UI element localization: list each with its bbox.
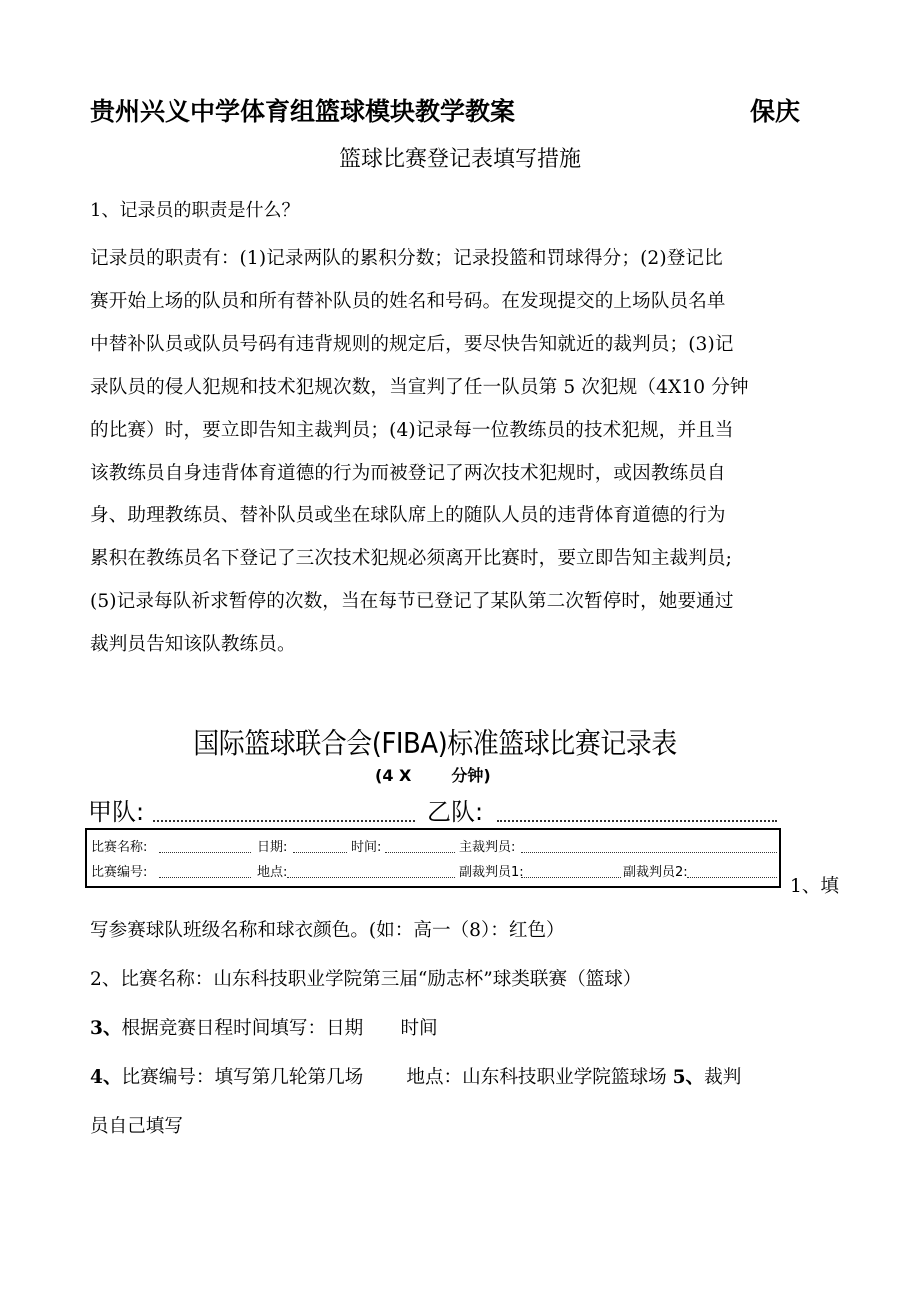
item-5-text-end: 员自己填写 (90, 1116, 183, 1137)
team-a-field (153, 820, 415, 822)
paragraph-line: 记录员的职责有：(1)记录两队的累积分数；记录投篮和罚球得分；(2)登记比 (90, 248, 723, 269)
time-field (385, 852, 455, 853)
team-b-field (497, 820, 777, 822)
match-no-label: 比赛编号: (91, 865, 148, 880)
item-4-number: 4、 (90, 1067, 122, 1088)
umpire2-field (687, 877, 777, 878)
score-sheet-title: 国际篮球联合会(FIBA)标准篮球比赛记录表 (193, 727, 677, 761)
match-name-field (159, 852, 251, 853)
umpire2-label: 副裁判员2: (623, 865, 688, 880)
item-4-text: 比赛编号：填写第几轮第几场 地点：山东科技职业学院篮球场 (121, 1067, 673, 1088)
paragraph-line: 的比赛）时，要立即告知主裁判员；(4)记录每一位教练员的技术犯规，并且当 (90, 419, 734, 441)
date-label: 日期: (257, 840, 288, 855)
match-info-box (85, 828, 781, 888)
item-2-text: 2、比赛名称：山东科技职业学院第三届“励志杯”球类联赛（篮球） (90, 969, 642, 990)
paragraph-line: 裁判员告知该队教练员。 (90, 634, 296, 656)
venue-label: 地点: (257, 865, 288, 880)
item-5-text-start: 裁判 (704, 1067, 742, 1088)
time-label: 时间: (351, 840, 382, 855)
team-b-label: 乙队: (427, 798, 484, 826)
score-sheet-subtitle (375, 763, 491, 786)
paragraph-line: (5)记录每队祈求暂停的次数，当在每节已登记了某队第二次暂停时，她要通过 (90, 591, 734, 613)
match-name-label: 比赛名称: (91, 840, 148, 855)
team-a-label: 甲队: (88, 798, 145, 826)
section-title: 篮球比赛登记表填写措施 (338, 147, 581, 172)
question-heading: 1、记录员的职责是什么？ (90, 200, 300, 221)
paragraph-line: 累积在教练员名下登记了三次技术犯规必须离开比赛时，要立即告知主裁判员; (90, 548, 732, 570)
author-name: 保庆 (749, 97, 800, 126)
item-4 (90, 1055, 835, 1101)
umpire1-label: 副裁判员1: (459, 865, 524, 880)
paragraph-line: 中替补队员或队员号码有违背规则的规定后，要尽快告知就近的裁判员；(3)记 (90, 333, 734, 355)
team-row (85, 790, 780, 826)
chief-referee-label: 主裁判员: (459, 840, 516, 855)
item-5-number: 5、 (672, 1067, 705, 1088)
subtitle-left: (4 X (375, 766, 412, 785)
item-3 (90, 1006, 835, 1052)
match-no-field (159, 877, 251, 878)
paragraph-line: 赛开始上场的队员和所有替补队员的姓名和号码。在发现提交的上场队员名单 (90, 290, 726, 312)
item-3-number: 3、 (90, 1018, 122, 1039)
umpire1-field (521, 877, 621, 878)
document-title: 贵州兴义中学体育组篮球模块教学教案 (90, 97, 516, 126)
paragraph-line: 该教练员自身违背体育道德的行为而被登记了两次技术犯规时，或因教练员自 (90, 462, 726, 484)
document-header (90, 92, 810, 132)
item-3-text: 根据竞赛日程时间填写：日期 时间 (121, 1018, 438, 1039)
date-field (293, 852, 347, 853)
score-sheet-image (85, 718, 785, 890)
paragraph-line: 录队员的侵人犯规和技术犯规次数，当宣判了任一队员第 5 次犯规（4X10 分钟 (90, 376, 749, 398)
answer-paragraph (90, 238, 832, 667)
item-1-number: 1、填 (790, 876, 840, 897)
item-1-text: 写参赛球队班级名称和球衣颜色。(如：高一（8）：红色） (90, 920, 565, 941)
chief-referee-field (521, 852, 777, 853)
subtitle-right: 分钟) (451, 766, 491, 785)
paragraph-line: 身、助理教练员、替补队员或坐在球队席上的随队人员的违背体育道德的行为 (90, 505, 726, 527)
venue-field (287, 877, 455, 878)
